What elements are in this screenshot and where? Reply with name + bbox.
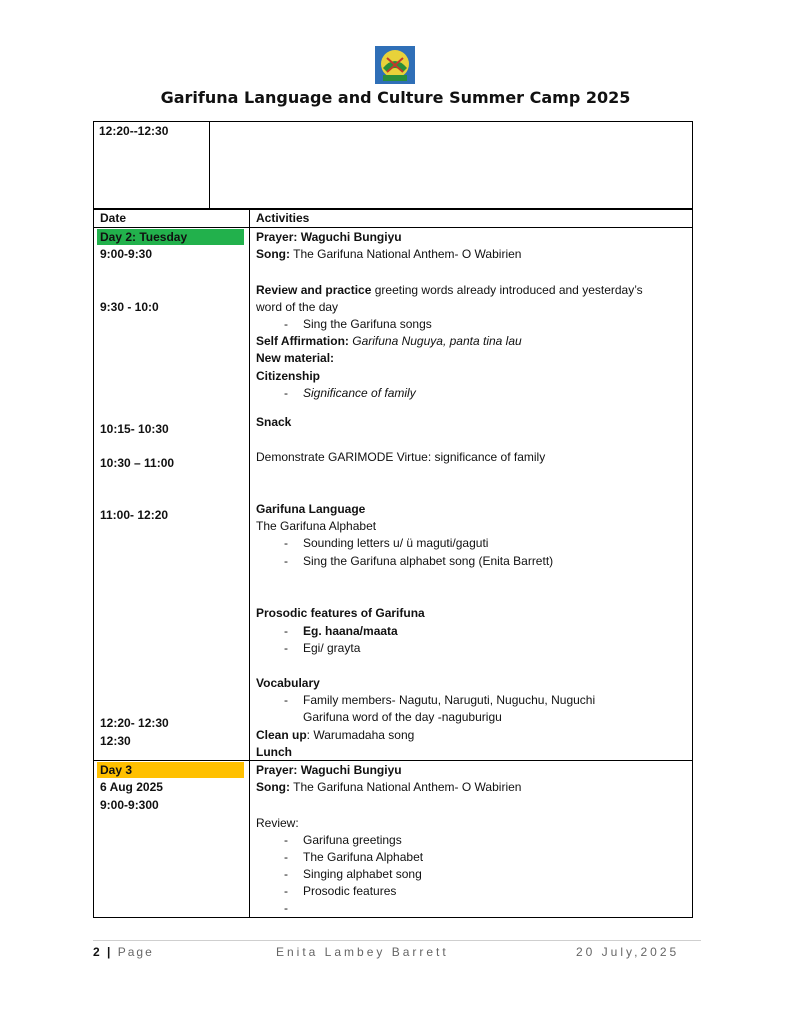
day2-sing-songs: Sing the Garifuna songs (303, 317, 432, 331)
column-header-activities: Activities (256, 211, 310, 225)
bullet-dash: - (284, 317, 288, 331)
day2-new-material: New material: (256, 351, 335, 365)
day3-date: 6 Aug 2025 (100, 780, 163, 794)
day2-citizenship: Citizenship (256, 369, 321, 383)
review-rest: greeting words already introduced and yesterday’s (371, 283, 643, 297)
day2-label: Day 2: Tuesday (100, 230, 188, 244)
time-slot: 9:30 - 10:0 (100, 300, 159, 314)
bullet-dash: - (284, 850, 288, 864)
bullet-dash: - (284, 901, 288, 915)
time-slot: 12:30 (100, 734, 131, 748)
bullet-dash: - (284, 693, 288, 707)
day3-item: The Garifuna Alphabet (303, 850, 424, 864)
column-header-date: Date (100, 211, 127, 225)
day2-song (256, 246, 521, 263)
top-table (93, 121, 693, 210)
day2-alphabet: The Garifuna Alphabet (256, 519, 377, 533)
day2-family-members: Family members- Nagutu, Naruguti, Nuguchu, Nuguchi (303, 693, 596, 707)
bullet-dash: - (284, 867, 288, 881)
time-slot: 12:20- 12:30 (100, 716, 169, 730)
song-label: Song: (256, 247, 290, 261)
day3-item: Garifuna greetings (303, 833, 402, 847)
review-bold: Review and practice (256, 283, 372, 297)
time-slot: 10:15- 10:30 (100, 422, 169, 436)
cleanup-label: Clean up (256, 728, 307, 742)
self-aff-label: Self Affirmation: (256, 334, 349, 348)
day2-prosodic: Prosodic features of Garifuna (256, 606, 425, 620)
song-text: The Garifuna National Anthem- O Wabirien (293, 247, 522, 261)
bullet-dash: - (284, 884, 288, 898)
top-table-time: 12:20--12:30 (99, 124, 169, 138)
day3-row-divider (93, 760, 693, 761)
day3-item: Singing alphabet song (303, 867, 422, 881)
bullet-dash: - (284, 624, 288, 638)
day3-time: 9:00-9:300 (100, 798, 159, 812)
page-separator: | (107, 945, 113, 959)
day2-demonstrate: Demonstrate GARIMODE Virtue: significance of family (256, 450, 546, 464)
day3-label: Day 3 (100, 763, 133, 777)
day2-vocab: Vocabulary (256, 676, 320, 690)
bullet-dash: - (284, 833, 288, 847)
garifuna-emblem-icon (375, 46, 415, 84)
song-text: The Garifuna National Anthem- O Wabirien (293, 780, 522, 794)
day2-self-affirmation (256, 333, 522, 350)
day2-word-of-day: Garifuna word of the day -naguburigu (303, 710, 502, 724)
footer-page (93, 945, 154, 959)
cleanup-text: : Warumadaha song (306, 728, 415, 742)
page-word: Page (117, 945, 154, 959)
day2-sig-family: Significance of family (303, 386, 416, 400)
day3-review: Review: (256, 816, 299, 830)
bullet-dash: - (284, 386, 288, 400)
day2-lunch: Lunch (256, 745, 292, 759)
page-number: 2 (93, 945, 102, 959)
time-slot: 10:30 – 11:00 (100, 456, 175, 470)
day3-song (256, 779, 521, 796)
day3-item: Prosodic features (303, 884, 397, 898)
bullet-dash: - (284, 641, 288, 655)
self-aff-text: Garifuna Nuguya, panta tina lau (352, 334, 522, 348)
day2-prayer: Prayer: Waguchi Bungiyu (256, 230, 402, 244)
day3-prayer: Prayer: Waguchi Bungiyu (256, 763, 402, 777)
time-slot: 11:00- 12:20 (100, 508, 169, 522)
time-slot: 9:00-9:30 (100, 247, 153, 261)
day2-snack: Snack (256, 415, 292, 429)
day2-cleanup (256, 727, 414, 744)
bullet-dash: - (284, 536, 288, 550)
day2-review (256, 282, 643, 299)
song-label: Song: (256, 780, 290, 794)
header-row-divider (93, 227, 693, 228)
day2-review-cont: word of the day (256, 300, 339, 314)
day2-eg1: Eg. haana/maata (303, 624, 398, 638)
bullet-dash: - (284, 554, 288, 568)
day2-eg2: Egi/ grayta (303, 641, 361, 655)
footer-author: Enita Lambey Barrett (276, 945, 449, 959)
footer-rule (93, 940, 701, 941)
page-title: Garifuna Language and Culture Summer Camp 2025 (160, 88, 631, 107)
top-table-divider (209, 121, 210, 210)
day2-sounding: Sounding letters u/ ü maguti/gaguti (303, 536, 489, 550)
day2-sing-alpha: Sing the Garifuna alphabet song (Enita Barrett) (303, 554, 554, 568)
day2-lang-heading: Garifuna Language (256, 502, 366, 516)
column-divider (249, 208, 250, 918)
footer-date: 20 July,2025 (576, 945, 680, 959)
